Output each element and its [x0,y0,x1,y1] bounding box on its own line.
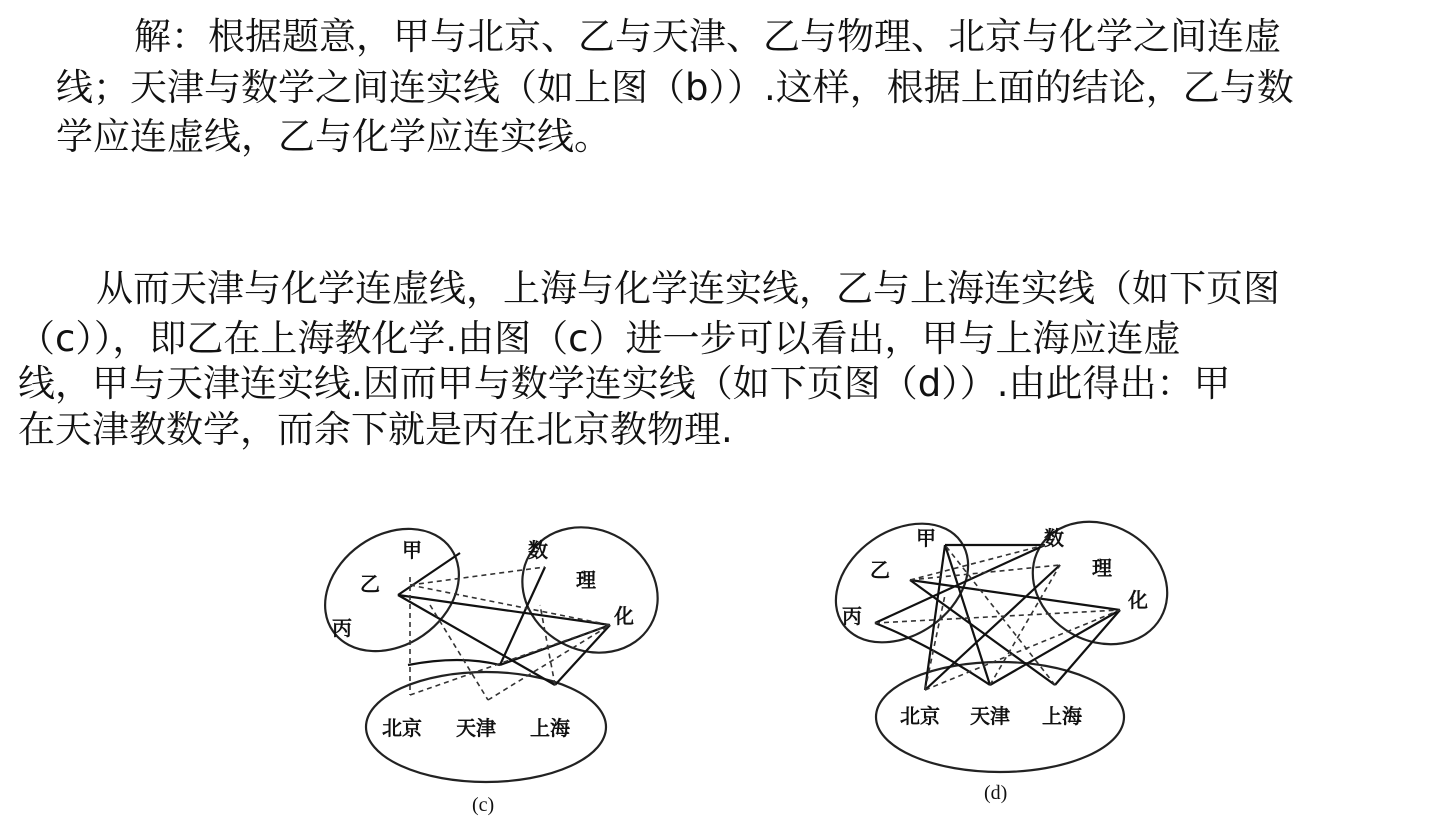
teacher-label-yi: 乙 [870,558,890,582]
teacher-label-jia: 甲 [916,526,936,550]
city-label-shanghai: 上海 [530,716,570,740]
subject-label-physics: 理 [1092,556,1112,580]
city-label-beijing: 北京 [382,716,422,740]
subject-label-math: 数 [1044,526,1064,550]
teacher-label-jia: 甲 [402,538,422,562]
city-label-tianjin: 天津 [456,716,496,740]
paragraph-1-line-1: 解：根据题意，甲与北京、乙与天津、乙与物理、北京与化学之间连虚 [134,15,1281,58]
paragraph-1-line-3: 学应连虚线，乙与化学应连实线。 [56,115,611,158]
subject-label-math: 数 [528,538,548,562]
paragraph-2-line-2: （c）），即乙在上海教化学.由图（c）进一步可以看出，甲与上海应连虚 [18,317,1181,360]
city-label-tianjin: 天津 [970,704,1010,728]
teacher-label-bing: 丙 [332,616,352,640]
teacher-label-bing: 丙 [842,604,862,628]
city-label-shanghai: 上海 [1042,704,1082,728]
teacher-label-yi: 乙 [360,572,380,596]
subject-label-chemistry: 化 [1128,588,1148,612]
diagram-caption: (c) [472,794,495,816]
diagram-d [830,505,1190,815]
diagram-c [310,505,680,820]
paragraph-2-line-3: 线，甲与天津连实线.因而甲与数学连实线（如下页图（d））.由此得出：甲 [18,362,1231,405]
paragraph-2-line-4: 在天津教数学，而余下就是丙在北京教物理. [18,408,733,451]
subject-label-chemistry: 化 [614,604,634,628]
subject-label-physics: 理 [576,568,596,592]
city-label-beijing: 北京 [900,704,940,728]
teacher-ellipse [301,504,482,677]
diagram-caption: (d) [984,782,1008,804]
paragraph-2-line-1: 从而天津与化学连虚线，上海与化学连实线，乙与上海连实线（如下页图 [96,267,1280,310]
subject-ellipse [1010,498,1189,668]
paragraph-1-line-2: 线；天津与数学之间连实线（如上图（b））.这样，根据上面的结论，乙与数 [56,66,1294,109]
